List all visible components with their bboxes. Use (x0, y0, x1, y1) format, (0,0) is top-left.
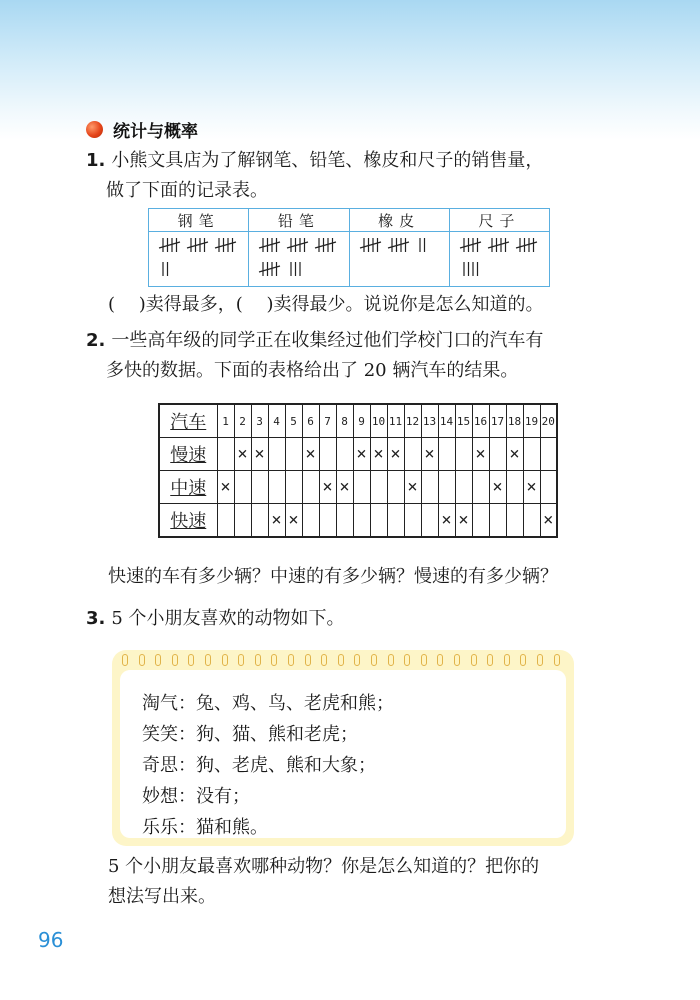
car-number: 13 (421, 404, 438, 438)
binder-ring-icon (321, 654, 327, 666)
speed-mark: × (421, 438, 438, 471)
question-1-number: 1. (86, 150, 106, 171)
speed-mark: × (302, 438, 319, 471)
list-item: 笑笑：狗、猫、熊和老虎； (142, 724, 358, 745)
binder-ring-icon (205, 654, 211, 666)
car-number: 14 (438, 404, 455, 438)
list-item: 妙想：没有； (142, 786, 250, 807)
empty-cell (285, 471, 302, 504)
binder-ring-icon (238, 654, 244, 666)
empty-cell (472, 504, 489, 538)
binder-ring-icon (371, 654, 377, 666)
speed-mark: × (217, 471, 234, 504)
empty-cell (370, 504, 387, 538)
list-item: 乐乐：猫和熊。 (142, 817, 268, 838)
empty-cell (353, 504, 370, 538)
empty-cell (506, 471, 523, 504)
question-3-prompt-line-1: 5 个小朋友最喜欢哪种动物？你是怎么知道的？把你的 (108, 856, 540, 877)
binder-ring-icon (354, 654, 360, 666)
empty-cell (438, 471, 455, 504)
empty-cell (489, 504, 506, 538)
empty-cell (251, 471, 268, 504)
speed-label: 慢速 (159, 438, 217, 471)
car-number: 10 (370, 404, 387, 438)
speed-mark: × (251, 438, 268, 471)
binder-ring-icon (271, 654, 277, 666)
speed-mark: × (336, 471, 353, 504)
question-3-number: 3. (86, 608, 106, 629)
empty-cell (421, 504, 438, 538)
tally-marks (350, 234, 450, 282)
tally-marks (249, 234, 349, 282)
empty-cell (404, 438, 421, 471)
speed-mark: × (540, 504, 557, 538)
empty-cell (421, 471, 438, 504)
speed-mark: × (438, 504, 455, 538)
list-item: 淘气：兔、鸡、鸟、老虎和熊； (142, 693, 394, 714)
tally-header: 钢笔 (149, 209, 249, 232)
empty-cell (234, 504, 251, 538)
car-number: 1 (217, 404, 234, 438)
speed-mark: × (285, 504, 302, 538)
empty-cell (523, 438, 540, 471)
empty-cell (455, 438, 472, 471)
speed-mark: × (268, 504, 285, 538)
car-number: 6 (302, 404, 319, 438)
speed-label: 中速 (159, 471, 217, 504)
question-2-line-2: 多快的数据。下面的表格给出了 20 辆汽车的结果。 (106, 360, 519, 381)
car-number: 16 (472, 404, 489, 438)
binder-ring-icon (437, 654, 443, 666)
binder-ring-icon (222, 654, 228, 666)
car-number: 5 (285, 404, 302, 438)
animal-list (142, 688, 394, 843)
bullet-dot-icon (86, 121, 103, 138)
speed-mark: × (404, 471, 421, 504)
empty-cell (319, 438, 336, 471)
binder-ring-icon (188, 654, 194, 666)
binder-ring-icon (388, 654, 394, 666)
empty-cell (523, 504, 540, 538)
car-number: 20 (540, 404, 557, 438)
car-number: 11 (387, 404, 404, 438)
binder-ring-icon (554, 654, 560, 666)
page-number: 96 (38, 928, 64, 952)
question-2-line-1: 一些高年级的同学正在收集经过他们学校门口的汽车有 (111, 330, 544, 351)
binder-ring-icon (305, 654, 311, 666)
car-number: 9 (353, 404, 370, 438)
speed-mark: × (472, 438, 489, 471)
empty-cell (302, 471, 319, 504)
empty-cell (353, 471, 370, 504)
car-number: 15 (455, 404, 472, 438)
tally-cell (149, 232, 249, 287)
tally-cell (349, 232, 449, 287)
car-number: 7 (319, 404, 336, 438)
speed-mark: × (234, 438, 251, 471)
binder-ring-icon (172, 654, 178, 666)
car-number: 19 (523, 404, 540, 438)
binder-ring-icon (487, 654, 493, 666)
question-1-prompt: ( )卖得最多，( )卖得最少。说说你是怎么知道的。 (108, 294, 544, 315)
empty-cell (302, 504, 319, 538)
empty-cell (404, 504, 421, 538)
speed-mark: × (523, 471, 540, 504)
binder-ring-icon (520, 654, 526, 666)
tally-marks (149, 234, 249, 282)
car-number: 8 (336, 404, 353, 438)
car-number: 2 (234, 404, 251, 438)
question-1 (86, 146, 543, 206)
empty-cell (540, 438, 557, 471)
empty-cell (234, 471, 251, 504)
list-item: 奇思：狗、老虎、熊和大象； (142, 755, 376, 776)
binder-ring-icon (471, 654, 477, 666)
question-1-line-2: 做了下面的记录表。 (106, 180, 268, 201)
binder-ring-icon (404, 654, 410, 666)
question-2 (86, 326, 543, 386)
tally-header: 橡皮 (349, 209, 449, 232)
empty-cell (438, 438, 455, 471)
tally-cell (249, 232, 349, 287)
binder-ring-icon (338, 654, 344, 666)
binder-ring-icon (454, 654, 460, 666)
tally-cell (449, 232, 549, 287)
speed-mark: × (455, 504, 472, 538)
binder-ring-icon (288, 654, 294, 666)
question-2-prompt: 快速的车有多少辆？中速的有多少辆？慢速的有多少辆？ (108, 566, 558, 587)
empty-cell (455, 471, 472, 504)
empty-cell (336, 504, 353, 538)
question-3-prompt-line-2: 想法写出来。 (108, 886, 216, 907)
binder-ring-icon (155, 654, 161, 666)
car-number: 3 (251, 404, 268, 438)
tally-marks (450, 234, 550, 282)
question-3-prompt (108, 852, 539, 912)
car-number: 4 (268, 404, 285, 438)
binder-ring-icon (255, 654, 261, 666)
empty-cell (472, 471, 489, 504)
empty-cell (217, 438, 234, 471)
empty-cell (489, 438, 506, 471)
empty-cell (540, 471, 557, 504)
empty-cell (370, 471, 387, 504)
binder-ring-icon (139, 654, 145, 666)
binder-ring-icon (537, 654, 543, 666)
speed-mark: × (370, 438, 387, 471)
speed-label: 快速 (159, 504, 217, 538)
car-number: 12 (404, 404, 421, 438)
empty-cell (506, 504, 523, 538)
empty-cell (319, 504, 336, 538)
section-heading (86, 117, 198, 142)
speed-mark: × (489, 471, 506, 504)
speed-mark: × (506, 438, 523, 471)
header-label: 汽车 (159, 404, 217, 438)
empty-cell (387, 504, 404, 538)
section-title: 统计与概率 (113, 122, 198, 142)
speed-mark: × (319, 471, 336, 504)
binder-ring-icon (504, 654, 510, 666)
car-number: 18 (506, 404, 523, 438)
tally-header: 铅笔 (249, 209, 349, 232)
tally-table (148, 208, 550, 287)
binder-ring-icon (122, 654, 128, 666)
binder-ring-icon (421, 654, 427, 666)
speed-mark: × (353, 438, 370, 471)
empty-cell (268, 438, 285, 471)
question-1-line-1: 小熊文具店为了解钢笔、铅笔、橡皮和尺子的销售量， (111, 150, 544, 171)
animal-notepad (112, 650, 574, 846)
empty-cell (268, 471, 285, 504)
car-number: 17 (489, 404, 506, 438)
empty-cell (251, 504, 268, 538)
question-2-number: 2. (86, 330, 106, 351)
question-3 (86, 604, 345, 634)
speed-mark: × (387, 438, 404, 471)
empty-cell (336, 438, 353, 471)
car-speed-table (158, 403, 558, 538)
tally-header: 尺子 (449, 209, 549, 232)
empty-cell (285, 438, 302, 471)
question-3-intro: 5 个小朋友喜欢的动物如下。 (111, 608, 345, 629)
empty-cell (217, 504, 234, 538)
empty-cell (387, 471, 404, 504)
